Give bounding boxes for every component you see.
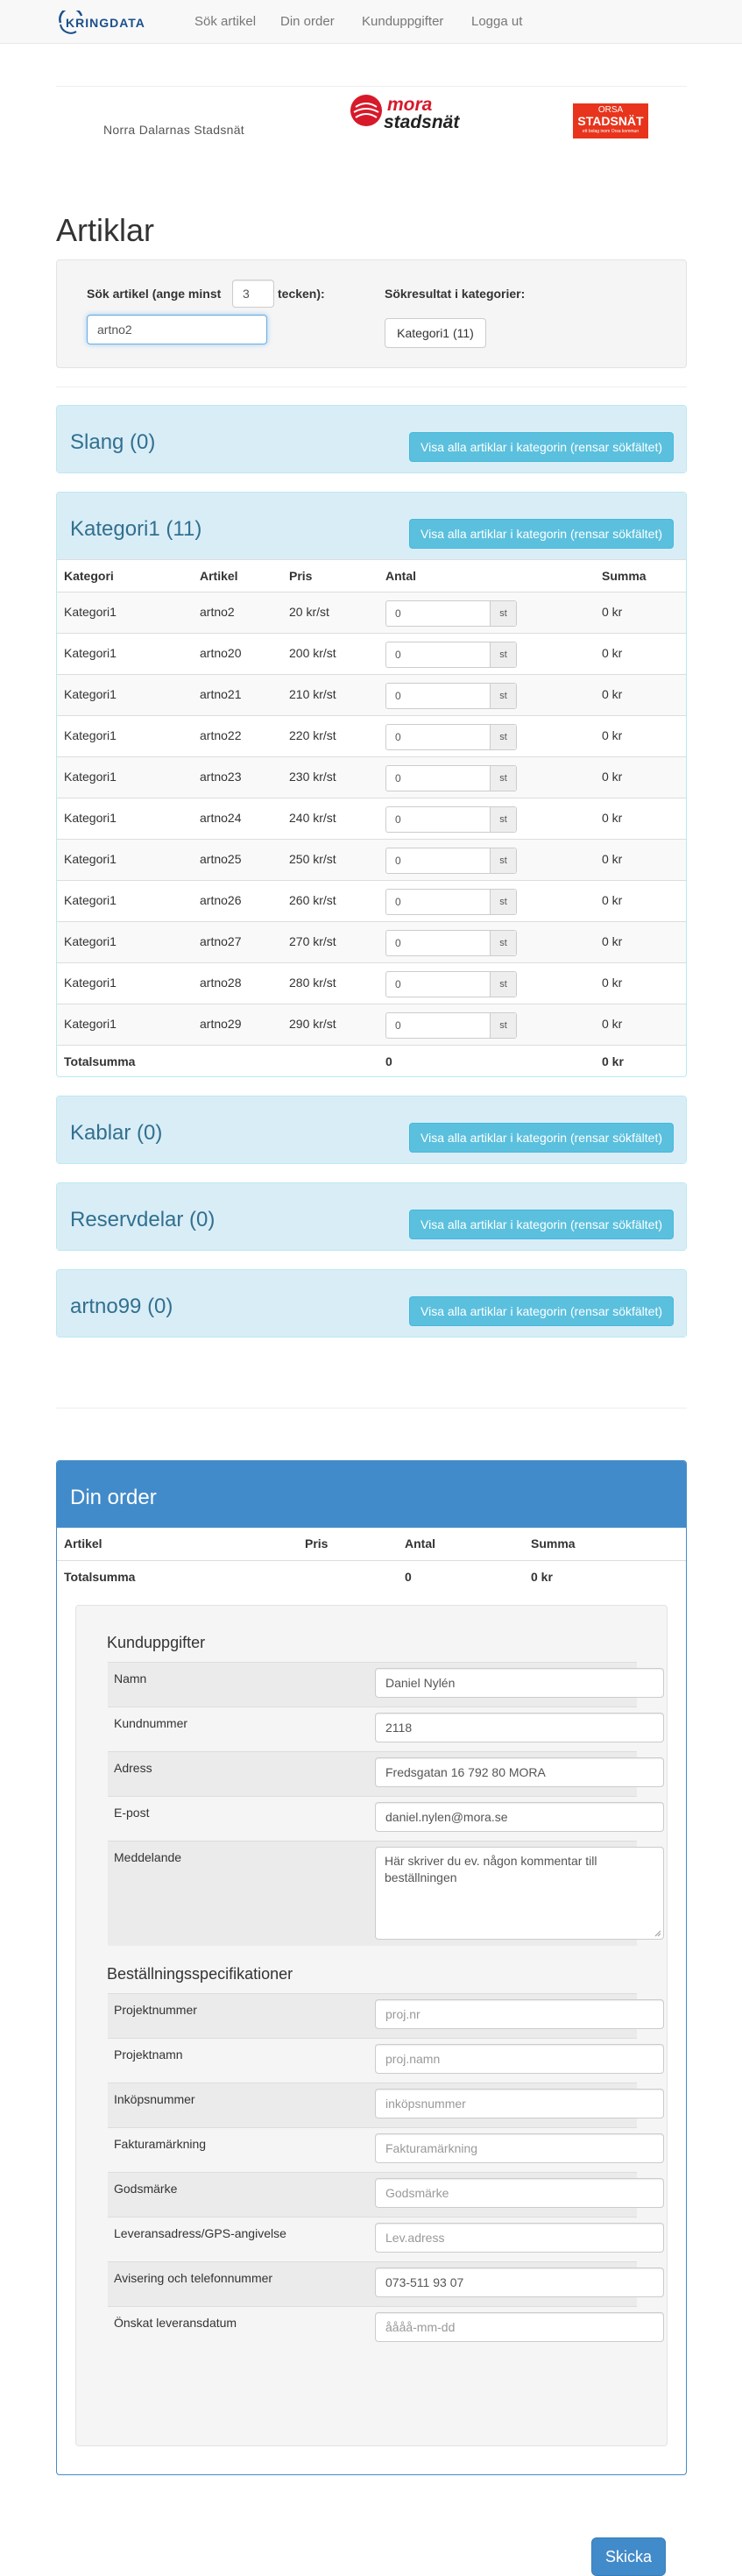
cell-kategori: Kategori1 xyxy=(64,605,117,619)
cell-kategori: Kategori1 xyxy=(64,728,117,742)
cell-summa: 0 kr xyxy=(602,687,623,701)
cell-kategori: Kategori1 xyxy=(64,893,117,907)
show-all-artno99-button[interactable]: Visa alla artiklar i kategorin (rensar sökfältet) xyxy=(409,1296,674,1326)
cell-artikel: artno24 xyxy=(200,811,242,825)
field-label: Önskat leveransdatum xyxy=(114,2316,237,2330)
table-row xyxy=(57,715,686,756)
cell-kategori: Kategori1 xyxy=(64,687,117,701)
message-textarea[interactable]: Här skriver du ev. någon kommentar till beställningen xyxy=(375,1847,664,1940)
spec-section-title: Beställningsspecifikationer xyxy=(107,1965,293,1983)
quantity-input[interactable]: 0 st xyxy=(385,724,517,750)
field-label: Fakturamärkning xyxy=(114,2137,207,2151)
field-label: Adress xyxy=(114,1761,152,1775)
search-label: Sök artikel (ange minst xyxy=(87,287,222,301)
cell-kategori: Kategori1 xyxy=(64,1017,117,1031)
spec-field-input[interactable]: Lev.adress xyxy=(375,2223,664,2253)
cell-summa: 0 kr xyxy=(602,934,623,948)
spec-field-input[interactable]: 073-511 93 07 xyxy=(375,2267,664,2297)
show-all-kablar-button[interactable]: Visa alla artiklar i kategorin (rensar sökfältet) xyxy=(409,1123,674,1153)
form-row xyxy=(108,2306,637,2351)
cell-summa: 0 kr xyxy=(602,852,623,866)
customer-field-input[interactable]: 2118 xyxy=(375,1713,664,1742)
cell-artikel: artno25 xyxy=(200,852,242,866)
unit-addon: st xyxy=(490,684,516,708)
order-table-header: Artikel Pris Antal Summa xyxy=(57,1528,686,1560)
table-row xyxy=(57,592,686,633)
form-row xyxy=(108,1707,637,1751)
result-kategori1-button[interactable]: Kategori1 (11) xyxy=(385,318,486,348)
category-title: Kablar (0) xyxy=(70,1121,163,1145)
quantity-input[interactable]: 0 st xyxy=(385,683,517,709)
cell-summa: 0 kr xyxy=(602,811,623,825)
cell-pris: 270 kr/st xyxy=(289,934,336,948)
spec-field-input[interactable]: inköpsnummer xyxy=(375,2089,664,2118)
quantity-input[interactable]: 0 st xyxy=(385,1012,517,1039)
quantity-input[interactable]: 0 st xyxy=(385,765,517,791)
nav-link-logga-ut[interactable]: Logga ut xyxy=(471,14,523,29)
cell-summa: 0 kr xyxy=(602,893,623,907)
cell-artikel: artno20 xyxy=(200,646,242,660)
svg-text:stadsnät: stadsnät xyxy=(384,112,460,132)
table-row xyxy=(57,798,686,839)
mora-stadsnat-logo xyxy=(349,91,493,135)
field-label: Meddelande xyxy=(114,1850,182,1864)
category-title: Reservdelar (0) xyxy=(70,1208,216,1231)
order-panel xyxy=(56,1460,687,2565)
form-row xyxy=(108,2217,637,2261)
cell-artikel: artno27 xyxy=(200,934,242,948)
kringdata-logo[interactable] xyxy=(57,11,166,35)
category-panel-kategori1 xyxy=(56,492,687,1077)
unit-addon: st xyxy=(490,766,516,791)
spec-field-input[interactable]: Godsmärke xyxy=(375,2178,664,2208)
field-label: Avisering och telefonnummer xyxy=(114,2271,273,2285)
quantity-input[interactable]: 0 st xyxy=(385,848,517,874)
divider xyxy=(56,1408,687,1409)
show-all-reservdelar-button[interactable]: Visa alla artiklar i kategorin (rensar sökfältet) xyxy=(409,1210,674,1239)
category-title: artno99 (0) xyxy=(70,1295,173,1318)
nav-link-kunduppgifter[interactable]: Kunduppgifter xyxy=(362,14,444,29)
spec-field-input[interactable]: Fakturamärkning xyxy=(375,2133,664,2163)
cell-kategori: Kategori1 xyxy=(64,852,117,866)
cell-artikel: artno28 xyxy=(200,976,242,990)
field-label: Projektnummer xyxy=(114,2003,197,2017)
table-header: Kategori Artikel Pris Antal Summa xyxy=(57,559,686,592)
cell-pris: 220 kr/st xyxy=(289,728,336,742)
unit-addon: st xyxy=(490,725,516,749)
category-title: Slang (0) xyxy=(70,430,156,454)
cell-summa: 0 kr xyxy=(602,605,623,619)
form-row xyxy=(108,1751,637,1796)
norra-dalarnas-logo: Norra Dalarnas Stadsnät xyxy=(103,123,244,137)
svg-text:mora: mora xyxy=(387,95,433,115)
unit-addon: st xyxy=(490,972,516,997)
spec-field-input[interactable]: proj.nr xyxy=(375,1999,664,2029)
table-row xyxy=(57,839,686,880)
unit-addon: st xyxy=(490,890,516,914)
cell-kategori: Kategori1 xyxy=(64,976,117,990)
cell-pris: 20 kr/st xyxy=(289,605,329,619)
form-row xyxy=(108,1796,637,1841)
cell-kategori: Kategori1 xyxy=(64,646,117,660)
search-label-suffix: tecken): xyxy=(278,287,325,301)
form-row xyxy=(108,1662,637,1707)
order-total-row: Totalsumma 0 0 kr xyxy=(57,1560,686,1593)
quantity-input[interactable]: 0 st xyxy=(385,642,517,668)
order-panel-header xyxy=(57,1461,686,1528)
category-panel-slang xyxy=(56,405,687,473)
table-row xyxy=(57,1004,686,1045)
page-title: Artiklar xyxy=(56,212,155,248)
submit-button[interactable]: Skicka xyxy=(591,2537,666,2576)
form-row xyxy=(108,2127,637,2172)
cell-summa: 0 kr xyxy=(602,728,623,742)
search-well xyxy=(56,259,687,368)
cell-summa: 0 kr xyxy=(602,770,623,784)
quantity-input[interactable]: 0 st xyxy=(385,889,517,915)
quantity-input[interactable]: 0 st xyxy=(385,930,517,956)
category-panel-reservdelar xyxy=(56,1182,687,1251)
order-title: Din order xyxy=(70,1486,157,1509)
category-panel-artno99 xyxy=(56,1269,687,1338)
form-row xyxy=(108,2261,637,2306)
cell-pris: 290 kr/st xyxy=(289,1017,336,1031)
unit-addon: st xyxy=(490,807,516,832)
customer-field-input[interactable]: daniel.nylen@mora.se xyxy=(375,1802,664,1832)
cell-pris: 280 kr/st xyxy=(289,976,336,990)
field-label: Kundnummer xyxy=(114,1716,188,1730)
cell-pris: 210 kr/st xyxy=(289,687,336,701)
unit-addon: st xyxy=(490,848,516,873)
cell-artikel: artno29 xyxy=(200,1017,242,1031)
field-label: Inköpsnummer xyxy=(114,2092,195,2106)
cell-pris: 200 kr/st xyxy=(289,646,336,660)
search-results-label: Sökresultat i kategorier: xyxy=(385,287,526,301)
show-all-kategori1-button[interactable]: Visa alla artiklar i kategorin (rensar sökfältet) xyxy=(409,519,674,549)
spec-field-input[interactable]: åååå-mm-dd xyxy=(375,2312,664,2342)
cell-pris: 240 kr/st xyxy=(289,811,336,825)
category-title: Kategori1 (11) xyxy=(70,517,202,541)
cell-summa: 0 kr xyxy=(602,976,623,990)
quantity-input[interactable]: 0 st xyxy=(385,806,517,833)
unit-addon: st xyxy=(490,642,516,667)
orsa-stadsnat-logo: ORSA STADSNÄT ett bolag inom Orsa kommun xyxy=(573,103,648,138)
customer-field-input[interactable]: Daniel Nylén xyxy=(375,1668,664,1698)
spec-field-input[interactable]: proj.namn xyxy=(375,2044,664,2074)
form-row-meddelande xyxy=(108,1841,637,1946)
table-row xyxy=(57,921,686,962)
cell-pris: 250 kr/st xyxy=(289,852,336,866)
search-input[interactable]: artno2 xyxy=(87,315,267,344)
nav-link-din-order[interactable]: Din order xyxy=(280,14,335,29)
cell-pris: 260 kr/st xyxy=(289,893,336,907)
resize-grip-icon[interactable] xyxy=(654,1929,661,1937)
nav-link-sok-artikel[interactable]: Sök artikel xyxy=(194,14,257,29)
cell-artikel: artno26 xyxy=(200,893,242,907)
customer-field-input[interactable]: Fredsgatan 16 792 80 MORA xyxy=(375,1757,664,1787)
field-label: Leveransadress/GPS-angivelse xyxy=(114,2226,286,2240)
cell-kategori: Kategori1 xyxy=(64,811,117,825)
unit-addon: st xyxy=(490,1013,516,1038)
cell-artikel: artno23 xyxy=(200,770,242,784)
show-all-slang-button[interactable]: Visa alla artiklar i kategorin (rensar sökfältet) xyxy=(409,432,674,462)
divider xyxy=(56,86,687,87)
table-row xyxy=(57,756,686,798)
customer-section-title: Kunduppgifter xyxy=(107,1634,206,1651)
category-panel-kablar xyxy=(56,1096,687,1164)
form-row xyxy=(108,1993,637,2038)
cell-artikel: artno22 xyxy=(200,728,242,742)
cell-kategori: Kategori1 xyxy=(64,770,117,784)
field-label: Godsmärke xyxy=(114,2182,178,2196)
quantity-input[interactable]: 0 st xyxy=(385,971,517,997)
cell-artikel: artno2 xyxy=(200,605,235,619)
brand-text: KRINGDATA xyxy=(66,16,145,30)
table-row xyxy=(57,674,686,715)
table-row xyxy=(57,880,686,921)
min-chars-input[interactable]: 3 xyxy=(232,280,274,308)
table-row xyxy=(57,962,686,1004)
cell-kategori: Kategori1 xyxy=(64,934,117,948)
field-label: E-post xyxy=(114,1806,150,1820)
unit-addon: st xyxy=(490,601,516,626)
form-row xyxy=(108,2083,637,2127)
form-row xyxy=(108,2172,637,2217)
unit-addon: st xyxy=(490,931,516,955)
quantity-input[interactable]: 0 st xyxy=(385,600,517,627)
table-row xyxy=(57,633,686,674)
field-label: Projektnamn xyxy=(114,2047,183,2062)
form-row xyxy=(108,2038,637,2083)
cell-artikel: artno21 xyxy=(200,687,242,701)
field-label: Namn xyxy=(114,1671,147,1685)
total-row: Totalsumma 0 0 kr xyxy=(57,1045,686,1076)
cell-summa: 0 kr xyxy=(602,1017,623,1031)
cell-pris: 230 kr/st xyxy=(289,770,336,784)
cell-summa: 0 kr xyxy=(602,646,623,660)
navbar xyxy=(0,0,742,44)
customer-details-well xyxy=(75,1605,668,2565)
